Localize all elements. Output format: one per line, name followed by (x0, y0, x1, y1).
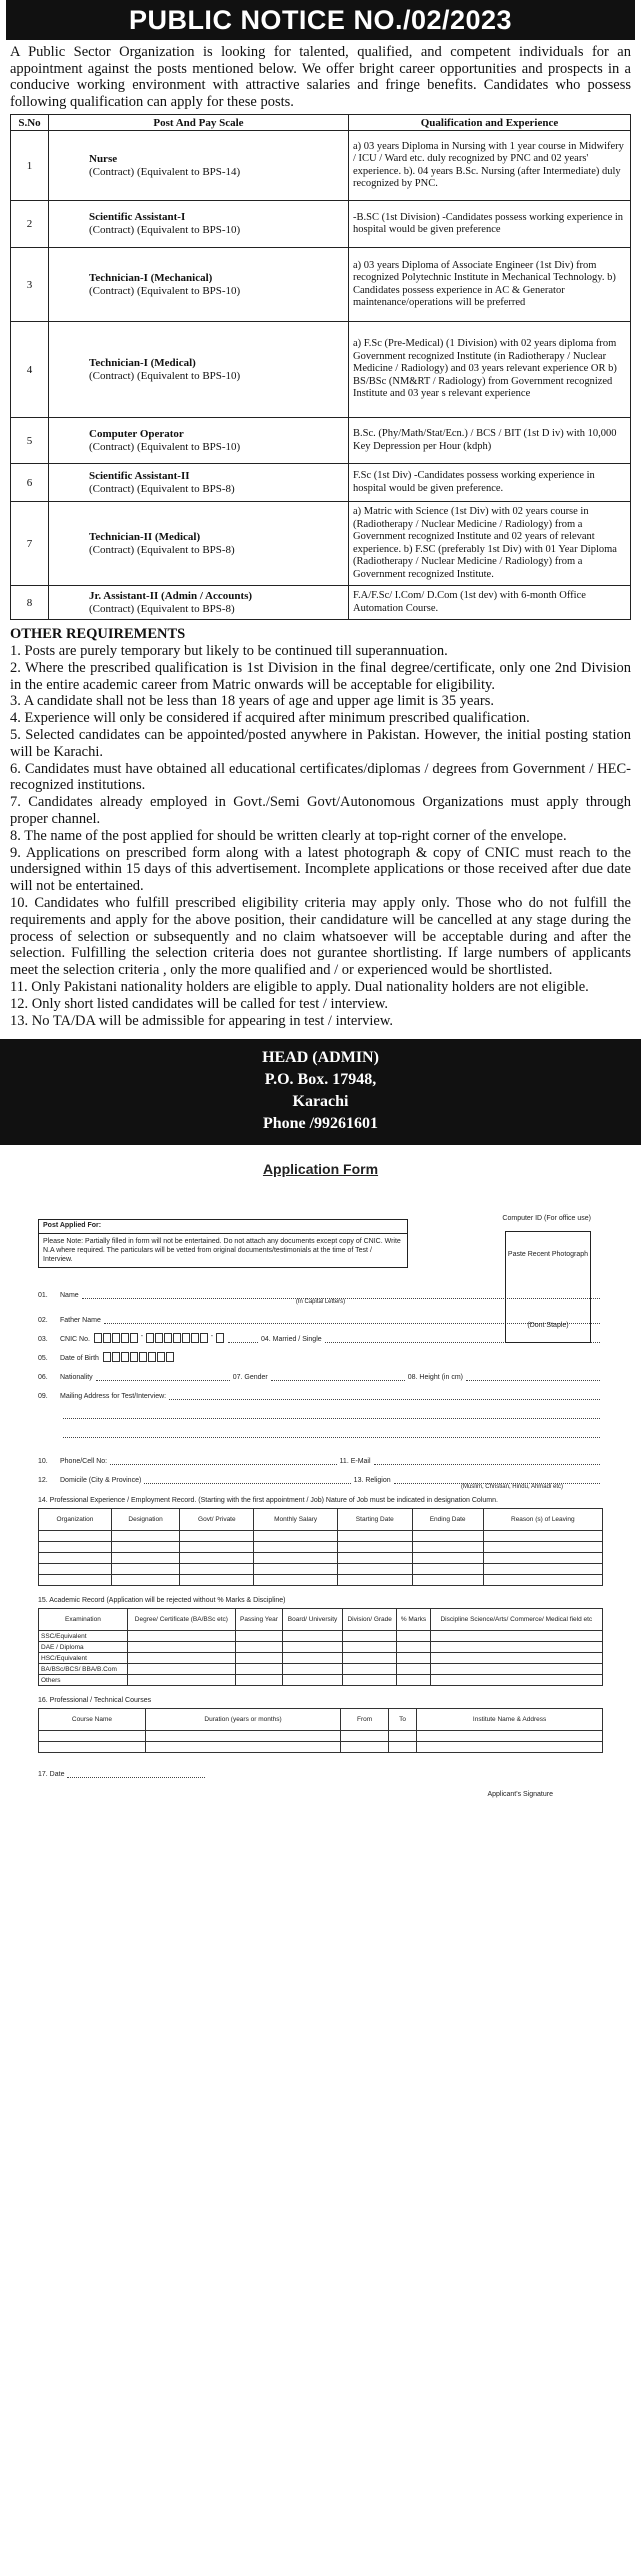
table-row[interactable] (39, 1642, 603, 1653)
post-name: Computer Operator (89, 427, 184, 440)
height-line[interactable] (466, 1372, 600, 1381)
employment-heading: 14. Professional Experience / Employment Record. (Starting with the first appointment / Job) Nature of Job must be indicated in designation Column. (38, 1497, 498, 1505)
posts-table (10, 114, 631, 620)
post-scale: (Contract) (Equivalent to BPS-8) (89, 482, 235, 495)
signature-label: Applicant's Signature (487, 1791, 553, 1799)
contact-city: Karachi (292, 1093, 349, 1111)
field-dob[interactable] (38, 1345, 603, 1362)
post-name: Technician-I (Mechanical) (89, 271, 213, 284)
academic-table (38, 1608, 603, 1686)
address-line-2[interactable] (38, 1402, 603, 1419)
emp-col: Govt/ Private (180, 1509, 254, 1531)
requirement-item: 7. Candidates already employed in Govt./Semi Govt/Autonomous Organizations must apply through proper channel. (10, 794, 631, 827)
row-post (49, 464, 349, 502)
post-scale: (Contract) (Equivalent to BPS-10) (89, 369, 241, 382)
table-row[interactable] (39, 1542, 603, 1553)
photo-staple-note: (Dont Staple) (527, 1322, 569, 1330)
row-sno: 5 (11, 418, 49, 464)
requirement-item: 5. Selected candidates can be appointed/posted anywhere in Pakistan. However, the initial posting station will be Karachi. (10, 726, 631, 760)
header-sno: S.No (11, 115, 49, 131)
table-row[interactable] (39, 1742, 603, 1753)
field-label: Domicile (City & Province) (60, 1477, 142, 1485)
row-qualification: a) Matric with Science (1st Div) with 02 years course in (Radiotherapy / Nuclear Medicine / Radiology) from a Government recognized Institute and 02 years of relevant experience. b) F.SC (preferably 1st Div) with 01 Year Diploma (Radiotherapy / Nuclear Medicine / Radiology) from a Government recognized Institute. (349, 502, 631, 586)
table-row[interactable] (39, 1664, 603, 1675)
table-row[interactable] (39, 1531, 603, 1542)
row-sno: 3 (11, 248, 49, 322)
table-row[interactable] (39, 1553, 603, 1564)
post-name: Technician-I (Medical) (89, 356, 196, 369)
acad-col: Examination (39, 1609, 128, 1631)
field-num: 12. (38, 1477, 48, 1485)
field-label: Date of Birth (60, 1355, 99, 1363)
post-name: Nurse (89, 152, 118, 165)
academic-heading: 15. Academic Record (Application will be rejected without % Marks & Discipline) (38, 1597, 286, 1605)
address-line[interactable] (169, 1391, 600, 1400)
notice-title: PUBLIC NOTICE NO./02/2023 (6, 0, 635, 40)
acad-row-label: DAE / Diploma (39, 1642, 128, 1653)
acad-col: Passing Year (235, 1609, 282, 1631)
emp-col: Monthly Salary (254, 1509, 338, 1531)
email-line[interactable] (374, 1456, 600, 1465)
field-label: Mailing Address for Test/Interview: (60, 1393, 167, 1401)
contact-pobox: P.O. Box. 17948, (264, 1071, 377, 1089)
requirement-item: 2. Where the prescribed qualification is 1st Division in the final degree/certificate, only one 2nd Division in the entire academic career from Matric onwards will be acceptable for eligibility. (10, 659, 631, 693)
table-row[interactable] (39, 1575, 603, 1586)
requirement-item: 12. Only short listed candidates will be called for test / interview. (10, 995, 388, 1012)
post-name: Technician-II (Medical) (89, 530, 201, 543)
address-line-3[interactable] (38, 1421, 603, 1438)
requirement-item: 8. The name of the post applied for should be written clearly at top-right corner of the envelope. (10, 827, 567, 844)
field-num: 06. (38, 1374, 48, 1382)
requirements-list (10, 643, 631, 1029)
field-num: 09. (38, 1393, 48, 1401)
emp-col: Ending Date (412, 1509, 483, 1531)
row-post (49, 502, 349, 586)
field-num: 01. (38, 1292, 48, 1300)
table-row[interactable] (39, 1564, 603, 1575)
post-applied-label[interactable]: Post Applied For: (39, 1220, 407, 1234)
row-sno: 2 (11, 201, 49, 248)
courses-table (38, 1708, 603, 1753)
photo-label: Paste Recent Photograph (507, 1251, 589, 1259)
emp-col: Starting Date (337, 1509, 412, 1531)
field-label: Phone/Cell No: (60, 1458, 108, 1466)
row-post (49, 201, 349, 248)
acad-row-label: SSC/Equivalent (39, 1631, 128, 1642)
row-qualification: a) 03 years Diploma of Associate Engineer (1st Div) from recognized Polytechnic Institute in Mechanical Technology. b) Candidates possess experience in AC & Generator maintenance/operations will be preferred (349, 248, 631, 322)
post-name: Scientific Assistant-II (89, 469, 190, 482)
row-post (49, 248, 349, 322)
table-row (11, 201, 631, 248)
acad-col: Degree/ Certificate (BA/BSc etc) (127, 1609, 235, 1631)
acad-col: Division/ Grade (343, 1609, 397, 1631)
field-domicile[interactable] (38, 1467, 603, 1484)
religion-line[interactable] (394, 1475, 600, 1484)
table-row (11, 418, 631, 464)
email-label: 11. E-Mail (339, 1458, 371, 1466)
field-label: Father Name (60, 1317, 101, 1325)
field-num: 10. (38, 1458, 48, 1466)
requirement-item: 11. Only Pakistani nationality holders are eligible to apply. Dual nationality holders are not eligible. (10, 978, 589, 995)
header-post: Post And Pay Scale (49, 115, 349, 131)
field-label: CNIC No. (60, 1336, 90, 1344)
acad-col: Board/ University (283, 1609, 343, 1631)
requirement-item: 6. Candidates must have obtained all educational certificates/diplomas / degrees from Government / HEC-recognized institutions. (10, 760, 631, 794)
height-label: 08. Height (in cm) (407, 1374, 463, 1382)
course-col: From (341, 1709, 389, 1731)
phone-line[interactable] (110, 1456, 336, 1465)
row-post (49, 418, 349, 464)
field-date[interactable] (38, 1761, 208, 1778)
row-qualification: B.Sc. (Phy/Math/Stat/Ecn.) / BCS / BIT (1st D iv) with 10,000 Key Depression per Hour (kdph) (349, 418, 631, 464)
contact-block (0, 1039, 641, 1145)
requirement-item: 13. No TA/DA will be admissible for appearing in test / interview. (10, 1012, 394, 1029)
row-sno: 6 (11, 464, 49, 502)
gender-line[interactable] (271, 1372, 405, 1381)
table-row (11, 248, 631, 322)
row-post (49, 586, 349, 620)
row-qualification: a) 03 years Diploma in Nursing with 1 year course in Midwifery / ICU / Ward etc. duly recognized by PNC and 02 years' experience. b). 04 years B.Sc. Nursing (after Intermediate) duly recognized by PNC. (349, 131, 631, 201)
acad-row-label: Others (39, 1675, 128, 1686)
posts-table-header (11, 115, 631, 131)
form-title: Application Form (262, 1161, 379, 1178)
row-sno: 4 (11, 322, 49, 418)
row-qualification: F.Sc (1st Div) -Candidates possess working experience in hospital would be given preference. (349, 464, 631, 502)
field-num: 02. (38, 1317, 48, 1325)
marital-status-label[interactable]: 04. Married / Single (260, 1336, 322, 1344)
acad-row-label: BA/BSc/BCS/ BBA/B.Com (39, 1664, 128, 1675)
course-col: Course Name (39, 1709, 146, 1731)
row-sno: 1 (11, 131, 49, 201)
field-num: 03. (38, 1336, 48, 1344)
gender-label: 07. Gender (232, 1374, 268, 1382)
post-scale: (Contract) (Equivalent to BPS-10) (89, 284, 241, 297)
requirements-heading: OTHER REQUIREMENTS (10, 626, 186, 642)
office-use-label: Computer ID (For office use) (502, 1215, 591, 1223)
requirement-item: 3. A candidate shall not be less than 18 years of age and upper age limit is 35 years. (10, 693, 495, 710)
capital-hint: (In Capital Letters) (295, 1299, 346, 1306)
cnic-spacer (228, 1334, 258, 1343)
post-scale: (Contract) (Equivalent to BPS-10) (89, 224, 241, 236)
post-scale: (Contract) (Equivalent to BPS-8) (89, 543, 235, 556)
table-row[interactable] (39, 1731, 603, 1742)
table-row (11, 464, 631, 502)
acad-col: % Marks (397, 1609, 430, 1631)
field-nationality[interactable] (38, 1364, 603, 1381)
table-row[interactable] (39, 1675, 603, 1686)
row-sno: 7 (11, 502, 49, 586)
form-note: Please Note: Partially filled in form will not be entertained. Do not attach any documents except copy of CNIC. Write N.A where required. The particulars will be vetted from original documents/testimonials at the time of Test / Interview. (43, 1238, 401, 1264)
field-phone[interactable] (38, 1448, 603, 1465)
application-form (0, 1161, 641, 1806)
post-name: Scientific Assistant-I (89, 211, 186, 223)
field-label: Nationality (60, 1374, 93, 1382)
courses-heading: 16. Professional / Technical Courses (38, 1697, 152, 1705)
post-scale: (Contract) (Equivalent to BPS-14) (89, 165, 241, 178)
emp-col: Designation (111, 1509, 179, 1531)
contact-phone: Phone /99261601 (262, 1115, 379, 1133)
row-qualification: F.A/F.Sc/ I.Com/ D.Com (1st dev) with 6-month Office Automation Course. (349, 586, 631, 620)
religion-label: 13. Religion (353, 1477, 391, 1485)
header-qualification: Qualification and Experience (349, 115, 631, 131)
requirement-item: 9. Applications on prescribed form along with a latest photograph & copy of CNIC must reach to the undersigned within 15 days of this advertisement. Incomplete applications or those received after due date will not be entertained. (10, 844, 631, 895)
cnic-boxes[interactable]: - - (94, 1333, 225, 1343)
requirement-item: 1. Posts are purely temporary but likely to be continued till superannuation. (10, 643, 448, 659)
post-scale: (Contract) (Equivalent to BPS-10) (89, 440, 241, 453)
religion-hint: (Muslim, Christian, Hindu, Ahmadi etc) (460, 1484, 563, 1491)
course-col: Duration (years or months) (145, 1709, 340, 1731)
domicile-line[interactable] (144, 1475, 350, 1484)
notice-intro: A Public Sector Organization is looking for talented, qualified, and competent individuals for an appointment against the posts mentioned below. We offer bright career opportunities and prospects in a conducive working environment with attractive salaries and fringe benefits. Candidates who possess following qualification can apply for these posts. (10, 44, 631, 110)
table-row[interactable] (39, 1653, 603, 1664)
acad-row-label: HSC/Equivalent (39, 1653, 128, 1664)
field-num: 05. (38, 1355, 48, 1363)
nationality-line[interactable] (96, 1372, 230, 1381)
row-qualification: -B.SC (1st Division) -Candidates possess working experience in hospital would be given preference (349, 201, 631, 248)
field-address[interactable] (38, 1383, 603, 1400)
requirement-item: 10. Candidates who fulfill prescribed eligibility criteria may apply only. Those who do not fulfill the requirements and apply for the above position, their candidature will be cancelled at any stage during the process of selection or subsequently and no claim whatsoever will be acceptable during and after the selection. Fulfilling the selection criteria does not gurantee shortlisting. If large numbers of applicants meet the selection criteria , only the more qualified and / or experienced would be shortlisted. (10, 894, 631, 979)
table-row (11, 586, 631, 620)
emp-col: Organization (39, 1509, 112, 1531)
date-line[interactable] (67, 1769, 205, 1778)
acad-col: Discipline Science/Arts/ Commerce/ Medical field etc (430, 1609, 602, 1631)
row-qualification: a) F.Sc (Pre-Medical) (1 Division) with 02 years diploma from Government recognized Institute (in Radiotherapy / Nuclear Medicine / Radiology) and 03 years relevant experience OR b) BS/BSc (NM&RT / Radiology) from Government recognized Institute and 03 year s relevant experience (349, 322, 631, 418)
row-post (49, 322, 349, 418)
photo-box (505, 1231, 591, 1343)
post-applied-box (38, 1219, 408, 1268)
course-col: To (389, 1709, 417, 1731)
row-post (49, 131, 349, 201)
table-row (11, 131, 631, 201)
post-name: Jr. Assistant-II (Admin / Accounts) (89, 589, 253, 602)
table-row (11, 502, 631, 586)
table-row[interactable] (39, 1631, 603, 1642)
emp-col: Reason (s) of Leaving (483, 1509, 602, 1531)
date-label: 17. Date (38, 1771, 65, 1779)
field-label: Name (60, 1292, 79, 1300)
contact-title: HEAD (ADMIN) (262, 1049, 379, 1067)
address-line[interactable] (63, 1429, 600, 1438)
employment-table (38, 1508, 603, 1586)
requirement-item: 4. Experience will only be considered if acquired after minimum prescribed qualification. (10, 710, 530, 727)
course-col: Institute Name & Address (417, 1709, 603, 1731)
dob-boxes[interactable] (103, 1352, 175, 1362)
table-row (11, 322, 631, 418)
post-scale: (Contract) (Equivalent to BPS-8) (89, 602, 235, 615)
address-line[interactable] (63, 1410, 600, 1419)
row-sno: 8 (11, 586, 49, 620)
